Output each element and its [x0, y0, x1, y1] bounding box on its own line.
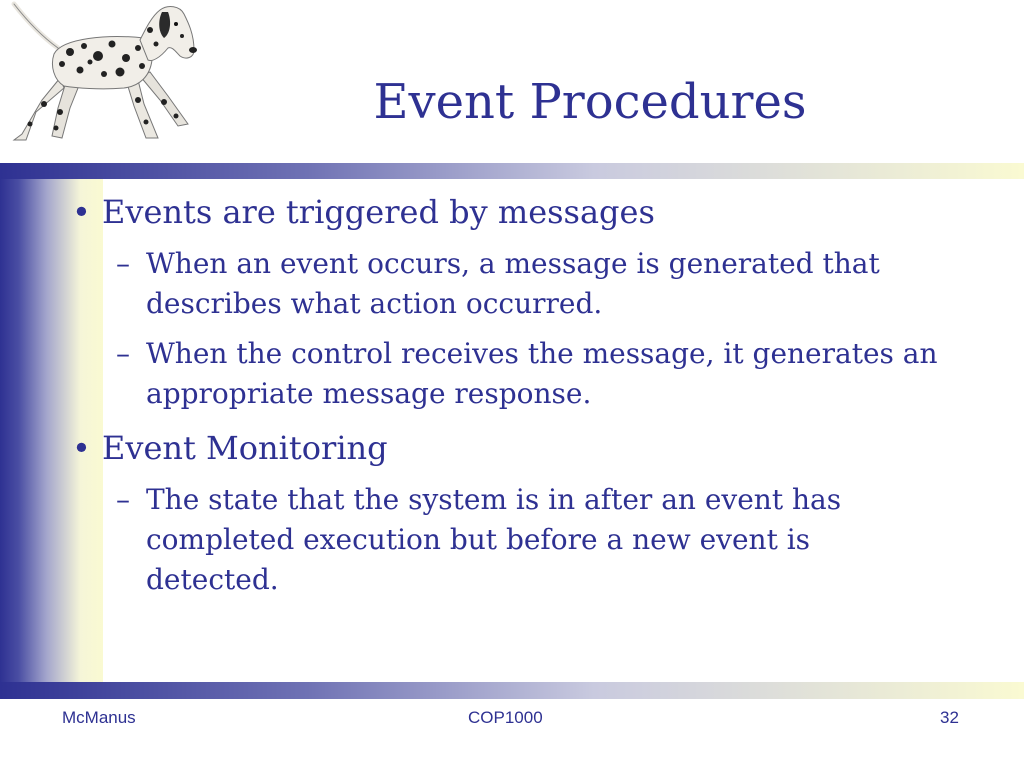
sub-bullet-item: The state that the system is in after an event has completed execution but before a new event is detected. — [146, 483, 842, 596]
sub-bullet-icon: – — [116, 337, 130, 370]
slide-title: Event Procedures — [373, 74, 807, 130]
footer-course: COP1000 — [468, 708, 543, 727]
bullet-icon: • — [72, 193, 91, 231]
bullet-item: Event Monitoring — [102, 429, 388, 467]
bullet-icon: • — [72, 429, 91, 467]
sub-bullet-item: When the control receives the message, it generates an appropriate message response. — [146, 337, 938, 410]
sub-bullet-icon: – — [116, 483, 130, 516]
footer-author: McManus — [62, 708, 136, 727]
footer-page-number: 32 — [940, 708, 959, 727]
sub-bullet-icon: – — [116, 247, 130, 280]
sub-bullet-item: When an event occurs, a message is generated that describes what action occurred. — [146, 247, 880, 320]
bullet-item: Events are triggered by messages — [102, 193, 655, 231]
